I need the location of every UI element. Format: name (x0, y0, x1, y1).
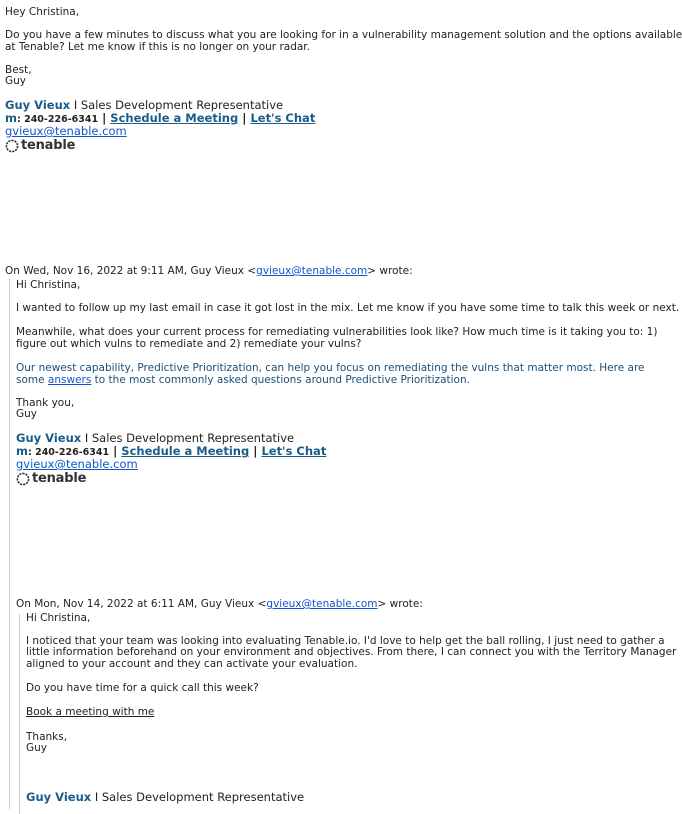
signature-email-link[interactable]: gvieux@tenable.com (16, 457, 138, 471)
email2-greeting: Hi Christina, (16, 279, 81, 291)
tenable-logo-text: tenable (21, 138, 76, 153)
signature-name: Guy Vieux (26, 790, 92, 804)
signature-email-link[interactable]: gvieux@tenable.com (5, 124, 127, 138)
email2-signoff: Guy (16, 408, 38, 420)
email2-closing: Thank you, (16, 397, 75, 409)
email3-signoff: Guy (26, 742, 48, 754)
email2-para3-line2: some answers to the most commonly asked questions around Predictive Prioritization. (16, 374, 470, 386)
answers-link[interactable]: answers (47, 374, 92, 386)
email1-signoff: Guy (5, 75, 27, 87)
email3-closing: Thanks, (26, 731, 68, 743)
tenable-logo-text: tenable (32, 471, 87, 486)
email1-body-line2: at Tenable? Let me know if this is no longer on your radar. (5, 41, 310, 53)
signature-name-line (5, 98, 283, 112)
quote-header-1-email-link[interactable]: gvieux@tenable.com (256, 265, 368, 277)
schedule-meeting-link[interactable]: Schedule a Meeting (110, 111, 239, 125)
tenable-logo (16, 471, 86, 486)
signature-contact-line: m: 240-226-6341 | Schedule a Meeting | Let's Chat (16, 444, 327, 458)
email3-para1-line2: little information beforehand on your environment and objectives. From there, I can connect you with the Territory Manager (26, 646, 677, 658)
signature-contact-line: m: 240-226-6341 | Schedule a Meeting | Let's Chat (5, 111, 316, 125)
signature-name-line (26, 790, 304, 804)
email3-para2: Do you have time for a quick call this week? (26, 682, 259, 694)
signature-name: Guy Vieux (5, 98, 71, 112)
tenable-logo-icon (5, 139, 19, 153)
email1-greeting: Hey Christina, (5, 6, 80, 18)
book-meeting-link[interactable]: Book a meeting with me (26, 706, 155, 718)
lets-chat-link[interactable]: Let's Chat (250, 111, 316, 125)
email1-closing: Best, (5, 64, 32, 76)
email2-para1: I wanted to follow up my last email in case it got lost in the mix. Let me know if you have some time to talk this week or next. (16, 302, 680, 314)
email3-para1-line3: aligned to your account and they can activate your evaluation. (26, 658, 358, 670)
email2-para3-line1: Our newest capability, Predictive Prioritization, can help you focus on remediating the vulns that matter most. Here are (16, 362, 645, 374)
signature-name: Guy Vieux (16, 431, 82, 445)
quote-header-1: On Wed, Nov 16, 2022 at 9:11 AM, Guy Vieux <gvieux@tenable.com> wrote: (5, 265, 413, 277)
phone-number: : 240-226-6341 (27, 447, 110, 458)
signature-title: I Sales Development Representative (91, 790, 305, 804)
schedule-meeting-link[interactable]: Schedule a Meeting (121, 444, 250, 458)
lets-chat-link[interactable]: Let's Chat (261, 444, 327, 458)
quote-header-2: On Mon, Nov 14, 2022 at 6:11 AM, Guy Vieux <gvieux@tenable.com> wrote: (16, 598, 423, 610)
email3-para1-line1: I noticed that your team was looking into evaluating Tenable.io. I'd love to help get the ball rolling, I just need to gather a (26, 635, 665, 647)
signature-title: I Sales Development Representative (81, 431, 295, 445)
quote-header-2-email-link[interactable]: gvieux@tenable.com (266, 598, 378, 610)
tenable-logo (5, 138, 75, 153)
email2-para2-line2: figure out which vulns to remediate and 2) remediate your vulns? (16, 338, 362, 350)
signature-title: I Sales Development Representative (70, 98, 284, 112)
mobile-label: m (5, 111, 17, 125)
signature-name-line (16, 431, 294, 445)
email2-para2-line1: Meanwhile, what does your current process for remediating vulnerabilities look like? How much time is it taking you to: 1) (16, 326, 658, 338)
tenable-logo-icon (16, 472, 30, 486)
mobile-label: m (16, 444, 28, 458)
email3-greeting: Hi Christina, (26, 612, 91, 624)
email1-body-line1: Do you have a few minutes to discuss what you are looking for in a vulnerability management solution and the options available (5, 29, 682, 41)
phone-number: : 240-226-6341 (16, 114, 99, 125)
